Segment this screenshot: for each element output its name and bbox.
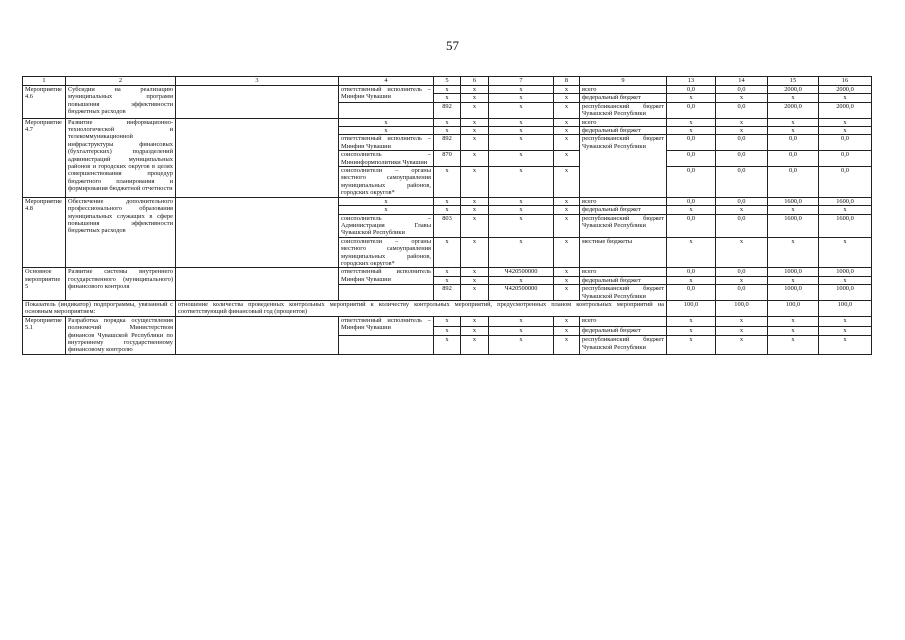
- data-cell: x: [434, 316, 461, 326]
- executor-cell: соисполнитель – Мининформполитики Чувашии: [339, 151, 434, 167]
- source-cell: республиканский бюджет Чувашской Республики: [580, 214, 667, 237]
- source-cell: всего: [580, 197, 667, 205]
- data-cell: x: [489, 86, 554, 94]
- data-cell: 0,0: [667, 197, 716, 205]
- source-cell: республиканский бюджет Чувашской Республики: [580, 102, 667, 118]
- executor-cell: ответственный исполнитель – Минфин Чувашии: [339, 86, 434, 103]
- data-cell: x: [461, 214, 489, 237]
- data-cell: x: [489, 336, 554, 354]
- row-description: Развитие системы внутреннего государственного (муниципального) финансового контроля: [66, 268, 176, 301]
- empty-cell: [176, 118, 339, 197]
- data-cell: x: [461, 206, 489, 214]
- data-cell: x: [768, 336, 819, 354]
- data-cell: x: [554, 102, 580, 118]
- data-cell: 0,0: [716, 268, 768, 276]
- data-cell: 0,0: [667, 268, 716, 276]
- data-cell: x: [434, 197, 461, 205]
- data-cell: x: [768, 316, 819, 326]
- data-cell: x: [554, 127, 580, 135]
- data-cell: x: [716, 206, 768, 214]
- data-cell: x: [489, 151, 554, 167]
- table-row: [23, 86, 872, 94]
- data-cell: x: [554, 206, 580, 214]
- data-cell: x: [434, 167, 461, 198]
- data-cell: x: [461, 167, 489, 198]
- data-cell: x: [461, 151, 489, 167]
- data-cell: x: [461, 316, 489, 326]
- data-cell: 2000,0: [768, 102, 819, 118]
- header-cell: 8: [554, 77, 580, 86]
- data-cell: 1000,0: [819, 268, 872, 276]
- data-cell: x: [339, 206, 434, 214]
- executor-cell: соисполнители – органы местного самоуправления муниципальных районов, городских округов*: [339, 237, 434, 268]
- data-cell: x: [434, 127, 461, 135]
- data-cell: x: [716, 94, 768, 102]
- data-cell: x: [768, 206, 819, 214]
- data-cell: 1600,0: [768, 214, 819, 237]
- data-cell: x: [489, 197, 554, 205]
- data-cell: x: [819, 326, 872, 336]
- data-cell: x: [434, 206, 461, 214]
- data-cell: 0,0: [819, 167, 872, 198]
- header-cell: 5: [434, 77, 461, 86]
- data-cell: x: [554, 151, 580, 167]
- data-cell: x: [554, 118, 580, 126]
- data-cell: x: [819, 237, 872, 268]
- empty-cell: [176, 268, 339, 301]
- row-label: Мероприятие 4.6: [23, 86, 66, 119]
- data-cell: x: [489, 135, 554, 151]
- data-cell: x: [716, 316, 768, 326]
- data-cell: x: [489, 276, 554, 284]
- row-description: Обеспечение дополнительного профессионального образования муниципальных служащих в сфере повышения эффективности бюджетных расходов: [66, 197, 176, 268]
- source-cell: всего: [580, 118, 667, 126]
- data-cell: 100,0: [716, 300, 768, 316]
- data-cell: x: [667, 206, 716, 214]
- data-cell: 0,0: [667, 167, 716, 198]
- empty-cell: [339, 336, 434, 354]
- header-cell: 2: [66, 77, 176, 86]
- data-cell: x: [716, 127, 768, 135]
- table-row: [23, 197, 872, 205]
- data-cell: Ч420500000: [489, 285, 554, 301]
- data-cell: x: [716, 276, 768, 284]
- data-cell: 0,0: [819, 151, 872, 167]
- data-cell: x: [554, 326, 580, 336]
- data-cell: x: [716, 118, 768, 126]
- data-cell: 1600,0: [819, 214, 872, 237]
- data-cell: 2000,0: [768, 86, 819, 94]
- data-cell: 0,0: [667, 102, 716, 118]
- data-cell: x: [554, 214, 580, 237]
- data-cell: x: [434, 276, 461, 284]
- data-cell: x: [819, 118, 872, 126]
- data-cell: x: [461, 336, 489, 354]
- data-cell: x: [716, 326, 768, 336]
- data-cell: 0,0: [716, 102, 768, 118]
- data-cell: 1600,0: [768, 197, 819, 205]
- empty-cell: [339, 285, 434, 301]
- data-cell: x: [819, 276, 872, 284]
- data-cell: 0,0: [667, 285, 716, 301]
- data-cell: 1000,0: [819, 285, 872, 301]
- data-cell: 0,0: [716, 285, 768, 301]
- data-cell: x: [554, 336, 580, 354]
- data-cell: 0,0: [716, 135, 768, 151]
- data-cell: 0,0: [716, 167, 768, 198]
- page-number: 57: [446, 38, 459, 53]
- data-cell: x: [667, 276, 716, 284]
- data-cell: x: [461, 86, 489, 94]
- data-cell: 892: [434, 102, 461, 118]
- data-cell: 0,0: [716, 86, 768, 94]
- data-cell: 2000,0: [819, 86, 872, 94]
- data-cell: x: [434, 336, 461, 354]
- data-cell: 1000,0: [768, 268, 819, 276]
- row-label: Основное мероприятие 5: [23, 268, 66, 301]
- row-description: Субсидии на реализацию муниципальных программ повышения эффективности бюджетных расходов: [66, 86, 176, 119]
- source-cell: федеральный бюджет: [580, 127, 667, 135]
- data-cell: x: [667, 316, 716, 326]
- source-cell: местные бюджеты: [580, 237, 667, 268]
- indicator-row: [23, 300, 872, 316]
- data-cell: x: [489, 206, 554, 214]
- executor-cell: соисполнители – органы местного самоуправления муниципальных районов, городских округов*: [339, 167, 434, 198]
- data-cell: x: [461, 94, 489, 102]
- data-cell: x: [434, 326, 461, 336]
- source-cell: федеральный бюджет: [580, 326, 667, 336]
- data-cell: x: [461, 135, 489, 151]
- data-cell: 0,0: [819, 135, 872, 151]
- data-cell: x: [667, 237, 716, 268]
- table-row: [23, 268, 872, 276]
- indicator-label: Показатель (индикатор) подпрограммы, увязанный с основным мероприятием:: [23, 300, 176, 316]
- data-cell: x: [489, 214, 554, 237]
- data-cell: x: [554, 135, 580, 151]
- data-cell: 0,0: [667, 86, 716, 94]
- header-cell: 7: [489, 77, 554, 86]
- data-cell: x: [554, 276, 580, 284]
- data-cell: x: [489, 127, 554, 135]
- data-cell: 0,0: [667, 151, 716, 167]
- source-cell: всего: [580, 86, 667, 94]
- data-cell: x: [461, 197, 489, 205]
- data-cell: x: [819, 127, 872, 135]
- header-cell: 6: [461, 77, 489, 86]
- data-cell: Ч420500000: [489, 268, 554, 276]
- data-cell: x: [434, 268, 461, 276]
- header-cell: 13: [667, 77, 716, 86]
- data-cell: x: [339, 127, 434, 135]
- data-cell: x: [819, 206, 872, 214]
- data-cell: x: [489, 118, 554, 126]
- executor-cell: соисполнитель – Администрация Главы Чувашской Республики: [339, 214, 434, 237]
- data-cell: x: [461, 127, 489, 135]
- data-cell: 1000,0: [768, 285, 819, 301]
- data-cell: x: [461, 285, 489, 301]
- source-cell: федеральный бюджет: [580, 94, 667, 102]
- data-cell: x: [434, 94, 461, 102]
- data-cell: 0,0: [716, 151, 768, 167]
- data-cell: x: [489, 237, 554, 268]
- data-cell: x: [434, 237, 461, 268]
- data-cell: x: [339, 197, 434, 205]
- row-description: Разработка порядка осуществления полномочий Министерством финансов Чувашской Республики по внутреннему государственному финансовому контролю: [66, 316, 176, 354]
- row-label: Мероприятие 5.1: [23, 316, 66, 354]
- data-cell: x: [768, 94, 819, 102]
- data-cell: x: [461, 118, 489, 126]
- executor-cell: ответственный исполнитель Минфин Чувашии: [339, 268, 434, 285]
- source-cell: всего: [580, 316, 667, 326]
- data-cell: 870: [434, 151, 461, 167]
- data-cell: x: [461, 268, 489, 276]
- data-cell: x: [434, 86, 461, 94]
- data-cell: x: [768, 118, 819, 126]
- data-cell: 100,0: [768, 300, 819, 316]
- data-cell: x: [768, 237, 819, 268]
- header-cell: 3: [176, 77, 339, 86]
- data-cell: x: [768, 276, 819, 284]
- indicator-text: отношение количества проведенных контрольных мероприятий к количеству контрольных мероприятий, предусмотренных планом контрольных мероприятий на соответствующий финансовый год (процентов): [176, 300, 667, 316]
- data-cell: x: [667, 94, 716, 102]
- data-cell: x: [667, 326, 716, 336]
- empty-cell: [176, 197, 339, 268]
- empty-cell: [176, 316, 339, 354]
- data-cell: x: [554, 285, 580, 301]
- source-cell: республиканский бюджет Чувашской Республики: [580, 135, 667, 197]
- empty-cell: [339, 102, 434, 118]
- data-cell: 100,0: [819, 300, 872, 316]
- data-cell: x: [667, 127, 716, 135]
- header-cell: 14: [716, 77, 768, 86]
- table-row: [23, 118, 872, 126]
- table-row: [23, 316, 872, 326]
- source-cell: всего: [580, 268, 667, 276]
- header-row: [23, 77, 872, 86]
- source-cell: федеральный бюджет: [580, 276, 667, 284]
- data-cell: x: [461, 326, 489, 336]
- row-label: Мероприятие 4.8: [23, 197, 66, 268]
- row-label: Мероприятие 4.7: [23, 118, 66, 197]
- data-cell: 892: [434, 135, 461, 151]
- data-cell: x: [461, 102, 489, 118]
- data-cell: x: [489, 326, 554, 336]
- data-cell: 0,0: [716, 197, 768, 205]
- header-cell: 4: [339, 77, 434, 86]
- data-cell: x: [819, 94, 872, 102]
- data-cell: 803: [434, 214, 461, 237]
- data-cell: x: [554, 268, 580, 276]
- data-cell: x: [554, 94, 580, 102]
- header-cell: 1: [23, 77, 66, 86]
- data-cell: 1600,0: [819, 197, 872, 205]
- row-description: Развитие информационно-технологической и телекоммуникационной инфраструктуры финансовых (бухгалтерских) подразделений администраций муниципальных районов и городских округов в целях совершенствования процедур бюджетного планирования и формирования бюджетной отчетности: [66, 118, 176, 197]
- header-cell: 15: [768, 77, 819, 86]
- data-cell: x: [667, 336, 716, 354]
- data-cell: x: [489, 167, 554, 198]
- header-cell: 16: [819, 77, 872, 86]
- data-cell: x: [819, 336, 872, 354]
- data-cell: 0,0: [667, 214, 716, 237]
- data-cell: x: [554, 316, 580, 326]
- data-cell: x: [716, 336, 768, 354]
- data-cell: 0,0: [667, 135, 716, 151]
- executor-cell: ответственный исполнитель – Минфин Чувашии: [339, 316, 434, 336]
- data-cell: 100,0: [667, 300, 716, 316]
- data-cell: 0,0: [768, 151, 819, 167]
- executor-cell: ответственный исполнитель – Минфин Чувашии: [339, 135, 434, 151]
- data-cell: x: [489, 316, 554, 326]
- data-cell: x: [339, 118, 434, 126]
- data-cell: x: [768, 127, 819, 135]
- data-cell: x: [461, 276, 489, 284]
- header-cell: 9: [580, 77, 667, 86]
- source-cell: республиканский бюджет Чувашской Республики: [580, 336, 667, 354]
- data-cell: x: [667, 118, 716, 126]
- data-cell: 892: [434, 285, 461, 301]
- data-cell: 2000,0: [819, 102, 872, 118]
- program-table: [22, 76, 872, 355]
- data-cell: x: [489, 102, 554, 118]
- data-cell: x: [434, 118, 461, 126]
- source-cell: федеральный бюджет: [580, 206, 667, 214]
- source-cell: республиканский бюджет Чувашской Республики: [580, 285, 667, 301]
- empty-cell: [176, 86, 339, 119]
- data-cell: x: [554, 86, 580, 94]
- data-cell: 0,0: [768, 135, 819, 151]
- data-cell: 0,0: [768, 167, 819, 198]
- data-cell: x: [819, 316, 872, 326]
- data-cell: x: [554, 237, 580, 268]
- data-cell: x: [554, 167, 580, 198]
- data-cell: x: [768, 326, 819, 336]
- data-cell: x: [716, 237, 768, 268]
- data-cell: x: [489, 94, 554, 102]
- data-cell: x: [461, 237, 489, 268]
- data-cell: x: [554, 197, 580, 205]
- data-cell: 0,0: [716, 214, 768, 237]
